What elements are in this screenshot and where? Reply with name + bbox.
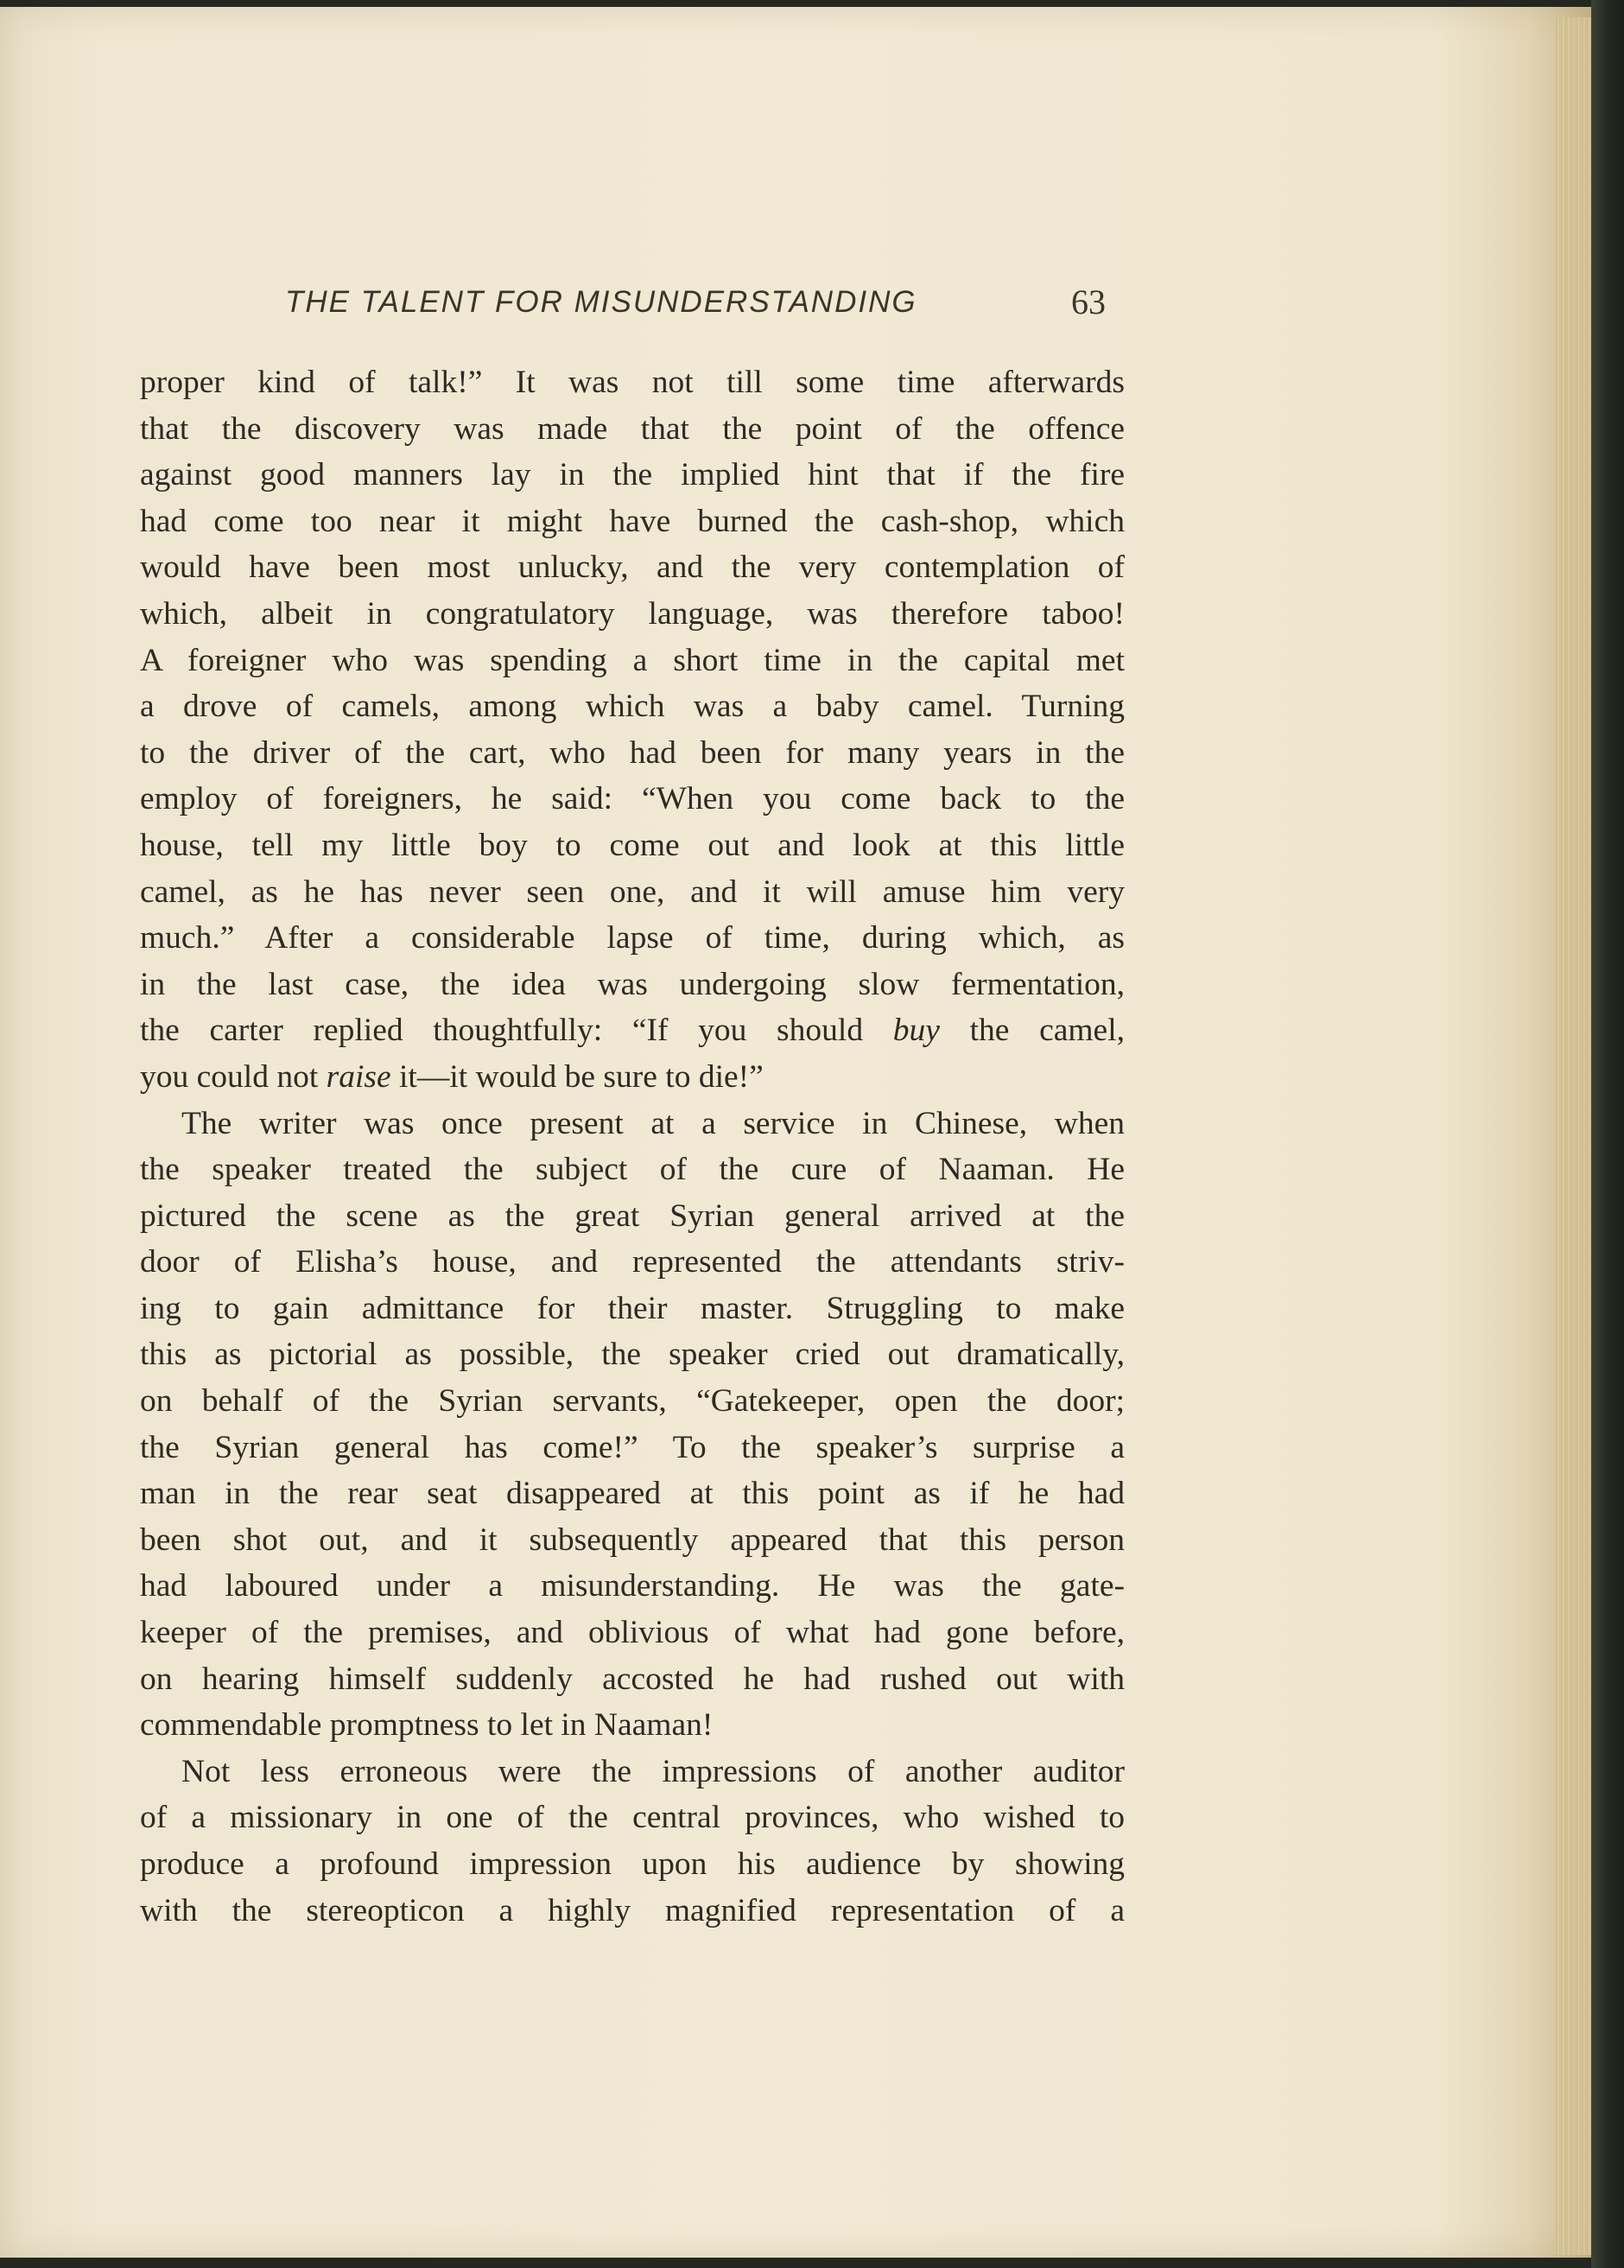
text-line: to the driver of the cart, who had been for many years in the — [140, 734, 1125, 771]
text-line: much.” After a considerable lapse of time, during which, as — [140, 920, 1125, 956]
text-line-with-italic — [140, 1054, 1125, 1101]
text-line: employ of foreigners, he said: “When you come back to the — [140, 781, 1125, 817]
text-line: against good manners lay in the implied hint that if the fire — [140, 457, 1125, 493]
text-line: camel, as he has never seen one, and it will amuse him very — [140, 874, 1125, 910]
italic-word: buy — [892, 1013, 940, 1049]
text-line: a drove of camels, among which was a baby camel. Turning — [140, 689, 1125, 725]
text-line: this as pictorial as possible, the speaker cried out dramatically, — [140, 1337, 1125, 1373]
text-line: keeper of the premises, and oblivious of what had gone before, — [140, 1615, 1125, 1651]
text-line: been shot out, and it subsequently appeared that this person — [140, 1522, 1125, 1558]
text-line: that the discovery was made that the point of the offence — [140, 410, 1125, 447]
text-fragment: it—it would be sure to die!” — [390, 1058, 764, 1095]
text-line: the speaker treated the subject of the cure of Naaman. He — [140, 1152, 1125, 1188]
text-line: on hearing himself suddenly accosted he had rushed out with — [140, 1661, 1125, 1697]
text-line: man in the rear seat disappeared at this point as if he had — [140, 1476, 1125, 1512]
page-edge — [1555, 17, 1591, 2255]
text-fragment: the camel, — [939, 1013, 1125, 1049]
text-line: pictured the scene as the great Syrian general arrived at the — [140, 1198, 1125, 1234]
text-fragment: the carter replied thoughtfully: “If you should — [140, 1013, 893, 1049]
text-line: produce a profound impression upon his audience by showing — [140, 1846, 1125, 1882]
text-line: commendable promptness to let in Naaman! — [140, 1707, 714, 1744]
text-line: with the stereopticon a highly magnified representation of a — [140, 1892, 1125, 1928]
text-line: the Syrian general has come!” To the speaker’s surprise a — [140, 1429, 1125, 1465]
page-number: 63 — [1071, 283, 1106, 321]
text-line: would have been most unlucky, and the very contemplation of — [140, 550, 1125, 586]
text-line: A foreigner who was spending a short time in the capital met — [140, 642, 1125, 678]
book-page — [0, 7, 1591, 2258]
text-line: door of Elisha’s house, and represented the attendants striv- — [140, 1244, 1125, 1280]
text-line: ing to gain admittance for their master. Struggling to make — [140, 1290, 1125, 1326]
body-text — [140, 359, 1125, 1934]
paragraph-first-line: Not less erroneous were the impressions of another auditor — [181, 1753, 1125, 1789]
text-line-with-italic — [140, 1007, 1125, 1054]
text-line: on behalf of the Syrian servants, “Gatekeeper, open the door; — [140, 1383, 1125, 1420]
text-line: proper kind of talk!” It was not till some time afterwards — [140, 365, 1125, 400]
running-head — [285, 282, 1114, 334]
text-line: in the last case, the idea was undergoing slow fermentation, — [140, 966, 1125, 1002]
text-line: had laboured under a misunderstanding. He was the gate- — [140, 1568, 1125, 1604]
text-fragment: you could not — [140, 1058, 327, 1095]
text-line: of a missionary in one of the central provinces, who wished to — [140, 1800, 1125, 1836]
text-line: which, albeit in congratulatory language, was therefore taboo! — [140, 595, 1125, 632]
book-binding — [1591, 0, 1624, 2268]
italic-word: raise — [326, 1058, 391, 1095]
running-title: THE TALENT FOR MISUNDERSTANDING — [285, 285, 917, 319]
text-line: had come too near it might have burned the cash-shop, which — [140, 503, 1125, 539]
paragraph-first-line: The writer was once present at a service in Chinese, when — [181, 1105, 1125, 1141]
text-line: house, tell my little boy to come out and look at this little — [140, 827, 1125, 863]
